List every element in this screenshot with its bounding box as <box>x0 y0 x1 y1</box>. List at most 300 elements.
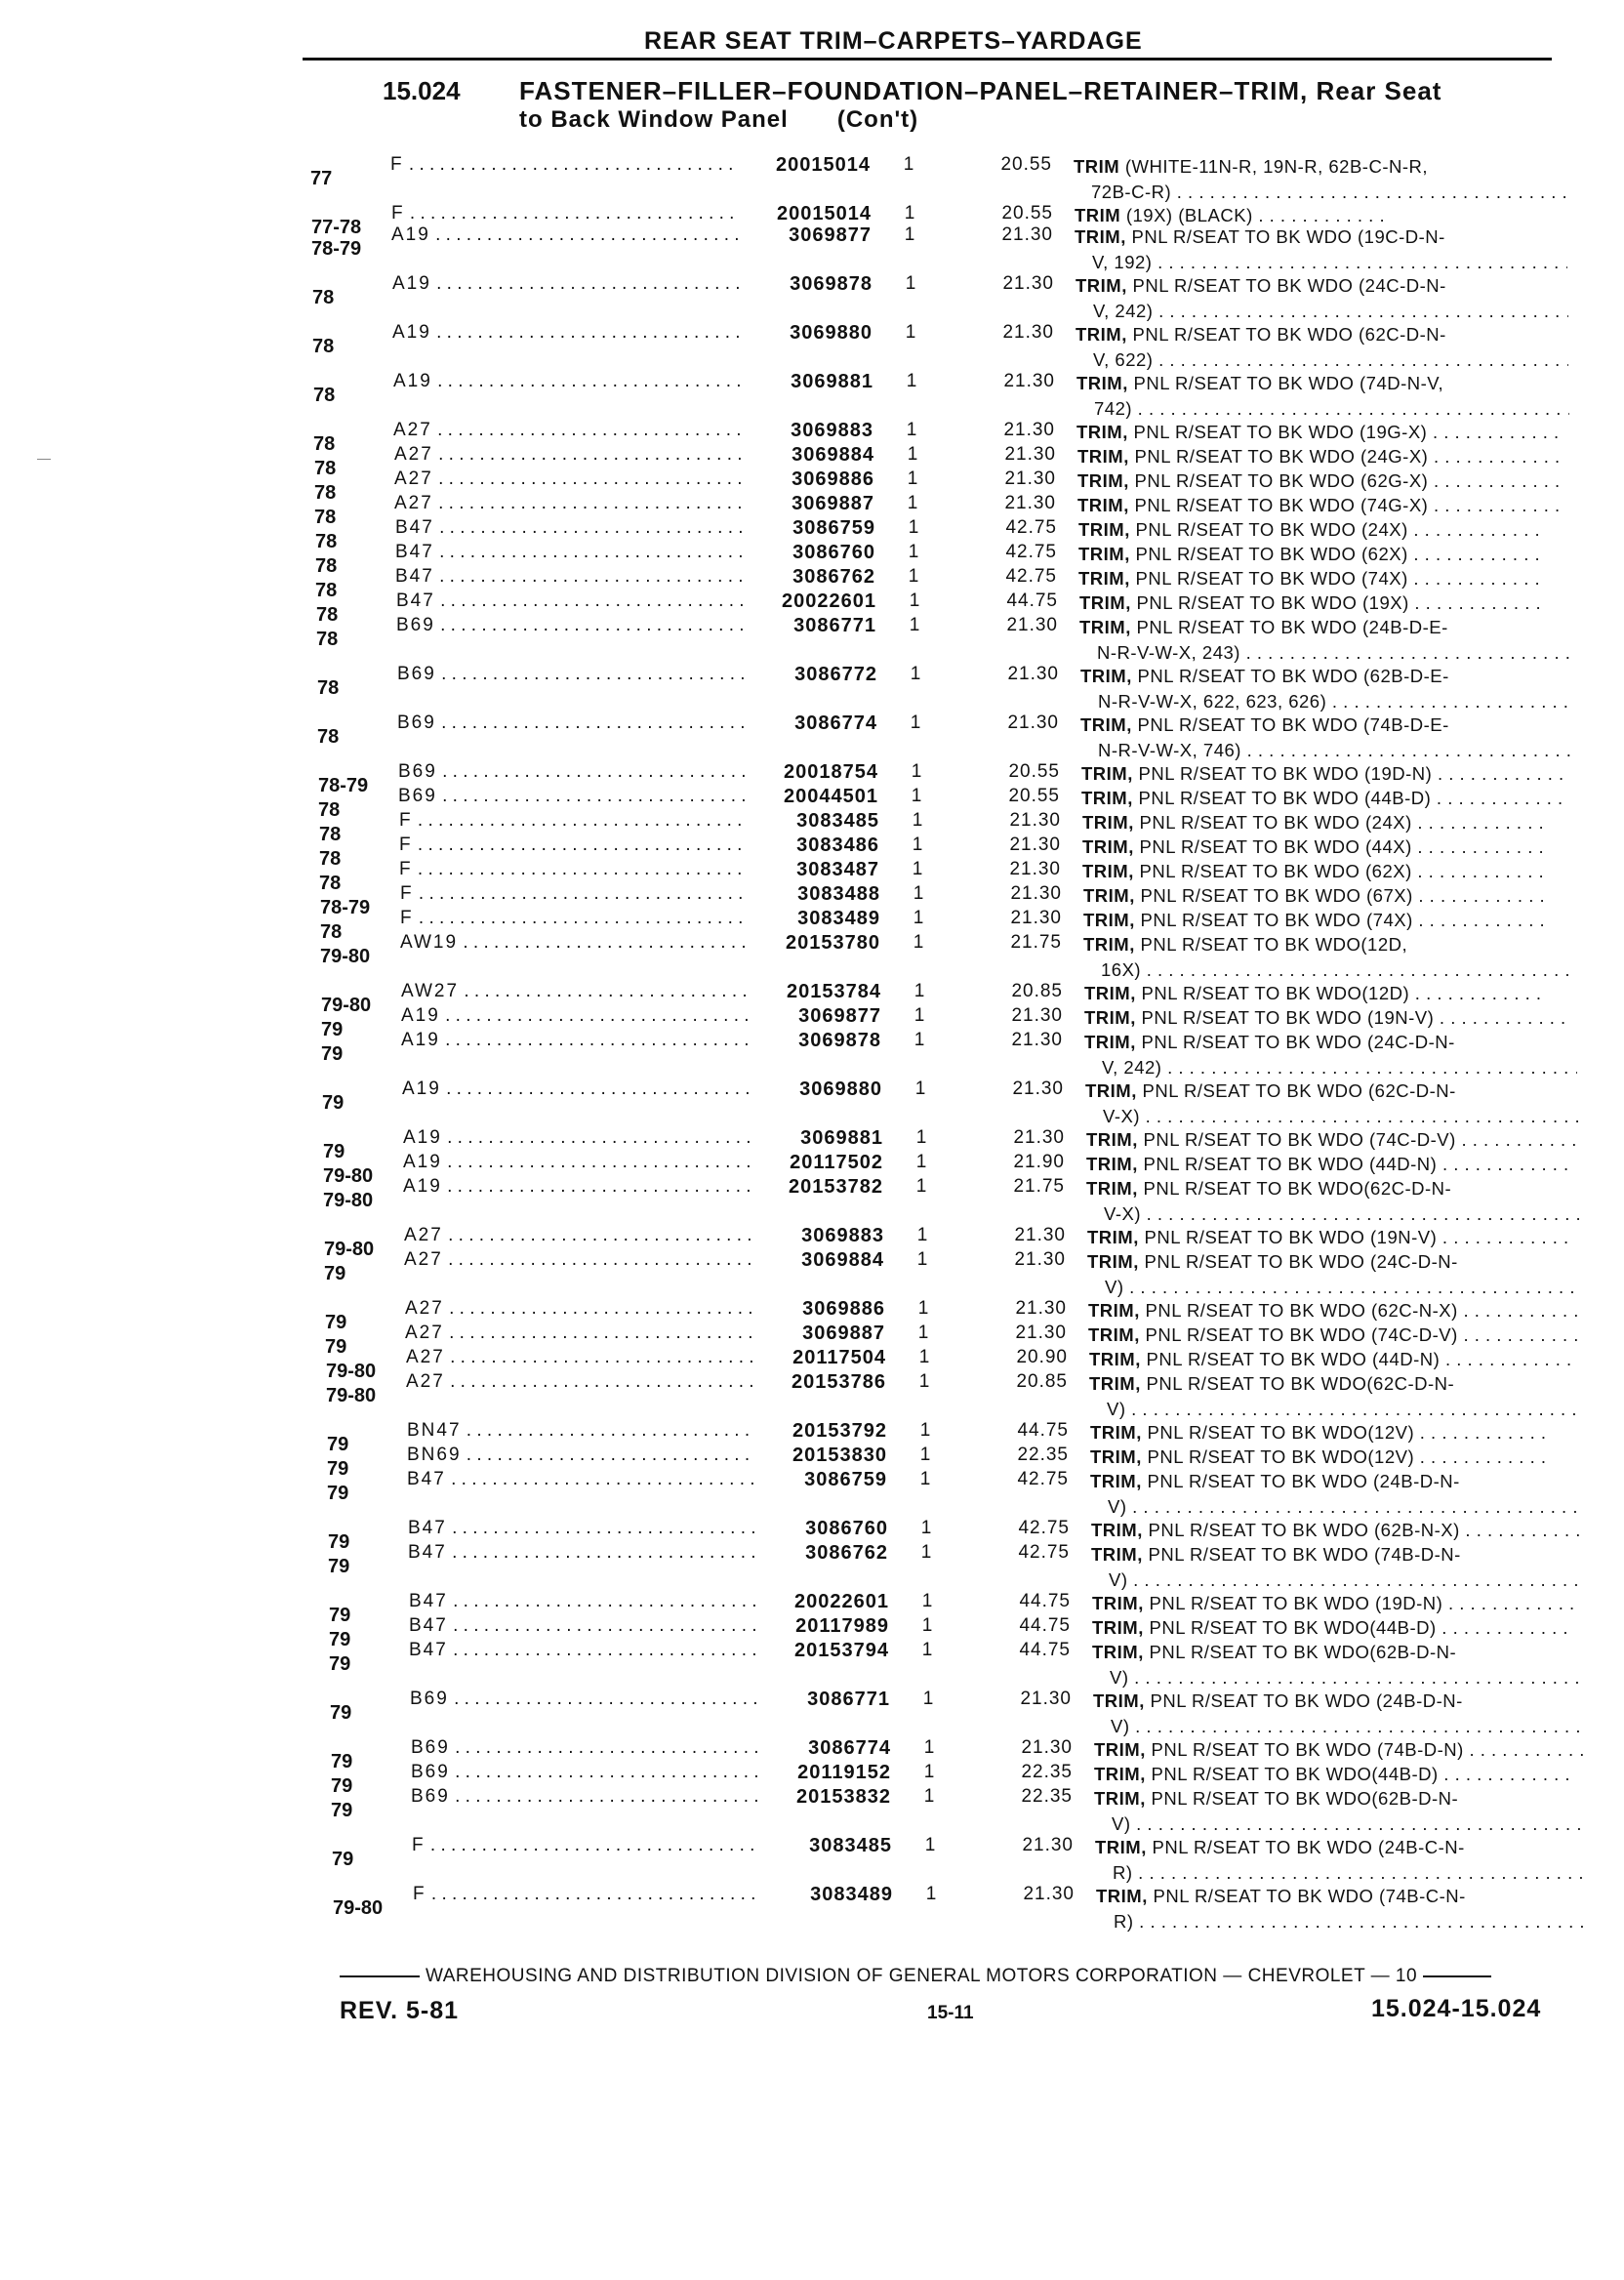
part-description <box>1089 1347 1582 1372</box>
price: 21.30 <box>1004 444 1056 465</box>
quantity: 1 <box>921 1591 933 1611</box>
list-item <box>0 1079 1624 1129</box>
description-keyword: TRIM, <box>1076 422 1128 442</box>
body-style: A19 . . . <box>401 1030 748 1051</box>
part-number: 3069877 <box>798 1005 881 1027</box>
part-number: 3069887 <box>802 1323 885 1344</box>
quantity: 1 <box>915 1176 927 1197</box>
quantity: 1 <box>919 1445 931 1465</box>
description-text: PNL R/SEAT TO BK WDO (19X) <box>1136 592 1409 613</box>
quantity: 1 <box>919 1420 931 1441</box>
model-year: 79 <box>323 1141 345 1162</box>
part-number: 20044501 <box>784 786 878 807</box>
quantity: 1 <box>924 1835 936 1855</box>
description-text: PNL R/SEAT TO BK WDO (62C-N-X) <box>1145 1300 1458 1321</box>
body-style: F . . . <box>390 154 737 176</box>
description-keyword: TRIM, <box>1079 592 1131 613</box>
part-description <box>1082 810 1575 835</box>
part-number: 3069883 <box>801 1225 884 1246</box>
part-number: 3069881 <box>800 1127 883 1149</box>
part-description <box>1093 1689 1586 1739</box>
description-keyword: TRIM, <box>1083 910 1135 930</box>
model-year: 78 <box>315 580 338 601</box>
list-item <box>0 1176 1624 1227</box>
body-style: A19 . . . <box>402 1079 749 1100</box>
quantity: 1 <box>912 810 923 831</box>
part-number: 3086760 <box>805 1518 888 1539</box>
description-continuation: V) . . . <box>1092 1665 1585 1690</box>
model-year: 79-80 <box>326 1385 377 1406</box>
body-style: B47 . . . <box>408 1542 754 1564</box>
quantity: 1 <box>917 1323 929 1343</box>
body-style: AW19 . . . <box>400 932 747 954</box>
part-number: 20022601 <box>794 1591 889 1612</box>
model-year: 78 <box>314 482 337 504</box>
part-number: 3083487 <box>796 859 879 880</box>
description-text: PNL R/SEAT TO BK WDO (19N-V) <box>1141 1007 1435 1028</box>
description-keyword: TRIM, <box>1091 1520 1143 1540</box>
part-number: 20153792 <box>792 1420 887 1442</box>
list-item <box>0 273 1624 324</box>
quantity: 1 <box>909 615 920 635</box>
description-text: PNL R/SEAT TO BK WDO (24C-D-N- <box>1144 1251 1458 1272</box>
body-style: A19 . . . <box>401 1005 748 1027</box>
part-description <box>1094 1786 1587 1837</box>
description-text: PNL R/SEAT TO BK WDO (74X) <box>1140 910 1413 930</box>
description-keyword: TRIM, <box>1081 763 1133 784</box>
part-number: 20153780 <box>786 932 880 954</box>
part-description <box>1076 420 1569 445</box>
description-text: PNL R/SEAT TO BK WDO(12D, <box>1140 934 1408 955</box>
quantity: 1 <box>904 224 915 245</box>
quantity: 1 <box>918 1371 930 1392</box>
quantity: 1 <box>922 1689 934 1709</box>
model-year: 79 <box>325 1336 347 1358</box>
part-number: 3083485 <box>809 1835 892 1856</box>
list-item <box>0 154 1624 205</box>
model-year: 78 <box>313 433 336 455</box>
part-description <box>1087 1225 1580 1250</box>
model-year: 78 <box>312 287 335 308</box>
body-style: A27 . . . <box>404 1249 751 1271</box>
description-keyword: TRIM, <box>1091 1544 1143 1565</box>
description-keyword: TRIM, <box>1077 446 1129 467</box>
quantity: 1 <box>910 664 921 684</box>
description-keyword: TRIM, <box>1089 1373 1141 1394</box>
body-style: A27 . . . <box>394 468 741 490</box>
description-text: PNL R/SEAT TO BK WDO(62B-D-N- <box>1149 1642 1457 1662</box>
price: 21.30 <box>1011 1005 1063 1026</box>
description-continuation: V, 242) . . . <box>1076 299 1568 324</box>
description-text: PNL R/SEAT TO BK WDO (44X) <box>1139 836 1412 857</box>
quantity: 1 <box>923 1762 935 1782</box>
part-number: 3086772 <box>794 664 877 685</box>
description-keyword: TRIM, <box>1090 1422 1142 1443</box>
description-text: PNL R/SEAT TO BK WDO (74C-D-V) <box>1145 1324 1458 1345</box>
part-number: 20153832 <box>796 1786 891 1808</box>
description-continuation: R) . . . <box>1096 1909 1589 1934</box>
price: 21.90 <box>1013 1152 1065 1172</box>
part-description <box>1091 1518 1584 1543</box>
part-description <box>1083 883 1576 909</box>
description-keyword: TRIM, <box>1079 617 1131 637</box>
part-number: 3086762 <box>792 566 875 588</box>
quantity: 1 <box>913 883 924 904</box>
part-number: 3086771 <box>807 1689 890 1710</box>
price: 42.75 <box>1005 566 1057 587</box>
part-number: 3086771 <box>793 615 876 636</box>
description-text: PNL R/SEAT TO BK WDO(44B-D) <box>1151 1764 1439 1784</box>
description-keyword: TRIM, <box>1082 812 1134 833</box>
description-keyword: TRIM, <box>1085 1080 1137 1101</box>
price: 42.75 <box>1005 542 1057 562</box>
price: 44.75 <box>1019 1591 1071 1611</box>
quantity: 1 <box>918 1347 930 1367</box>
part-number: 3069880 <box>799 1079 882 1100</box>
body-style: B69 . . . <box>411 1786 757 1808</box>
price: 21.30 <box>1023 1884 1075 1904</box>
part-number: 20119152 <box>797 1762 891 1783</box>
description-text: PNL R/SEAT TO BK WDO (74B-D-E- <box>1137 714 1449 735</box>
price: 21.30 <box>1015 1298 1067 1319</box>
part-number: 3086760 <box>792 542 875 563</box>
description-continuation: V-X) . . . <box>1085 1104 1578 1129</box>
model-year: 79-80 <box>323 1165 374 1187</box>
price: 20.55 <box>1008 761 1060 782</box>
model-year: 78 <box>319 824 342 845</box>
quantity: 1 <box>906 420 917 440</box>
description-keyword: TRIM, <box>1093 1690 1145 1711</box>
part-description <box>1080 712 1573 763</box>
part-description <box>1091 1542 1584 1593</box>
description-keyword: TRIM, <box>1088 1300 1140 1321</box>
model-year: 79 <box>329 1653 351 1675</box>
description-keyword: TRIM, <box>1083 885 1135 906</box>
part-description <box>1090 1420 1583 1445</box>
part-description <box>1086 1127 1579 1153</box>
part-number: 3069887 <box>792 493 874 514</box>
list-item <box>0 1371 1624 1422</box>
description-keyword: TRIM, <box>1092 1593 1144 1613</box>
price: 42.75 <box>1017 1469 1069 1489</box>
body-style: F . . . <box>399 810 746 832</box>
model-year: 79 <box>332 1849 354 1870</box>
quantity: 1 <box>906 371 917 391</box>
price: 21.30 <box>1002 322 1054 343</box>
part-description <box>1086 1176 1579 1227</box>
model-year: 78 <box>314 507 337 528</box>
quantity: 1 <box>914 1079 926 1099</box>
part-description <box>1085 1079 1578 1129</box>
part-number: 3083489 <box>797 908 880 929</box>
description-keyword: TRIM, <box>1081 788 1133 808</box>
body-style: A27 . . . <box>394 493 741 514</box>
part-number: 3069881 <box>791 371 873 392</box>
part-description <box>1078 566 1571 591</box>
price: 21.30 <box>1010 908 1062 928</box>
description-text: PNL R/SEAT TO BK WDO (44B-D) <box>1138 788 1432 808</box>
body-style: A27 . . . <box>405 1323 751 1344</box>
part-description <box>1086 1152 1579 1177</box>
quantity: 1 <box>923 1737 935 1758</box>
quantity: 1 <box>909 590 920 611</box>
description-text: PNL R/SEAT TO BK WDO (19G-X) <box>1133 422 1428 442</box>
description-keyword: TRIM, <box>1075 226 1126 247</box>
quantity: 1 <box>920 1518 932 1538</box>
quantity: 1 <box>907 444 918 465</box>
description-text: PNL R/SEAT TO BK WDO (19N-V) <box>1144 1227 1438 1247</box>
description-text: PNL R/SEAT TO BK WDO (74B-D-N) <box>1151 1739 1464 1760</box>
model-year: 79-80 <box>321 995 372 1016</box>
body-style: B47 . . . <box>396 590 743 612</box>
quantity: 1 <box>921 1640 933 1660</box>
quantity: 1 <box>913 932 924 953</box>
part-number: 3069878 <box>790 273 873 295</box>
description-continuation: V-X) . . . <box>1086 1201 1579 1227</box>
model-year: 79 <box>321 1043 344 1065</box>
quantity: 1 <box>911 761 922 782</box>
body-style: F . . . <box>413 1884 759 1905</box>
description-continuation: N-R-V-W-X, 243) . . . <box>1079 640 1572 666</box>
body-style: AW27 . . . <box>401 981 748 1002</box>
quantity: 1 <box>919 1469 931 1489</box>
description-continuation: 16X) . . . <box>1083 957 1576 983</box>
footer-division-text: WAREHOUSING AND DISTRIBUTION DIVISION OF GENERAL MOTORS CORPORATION — CHEVROLET — 10 <box>426 1966 1418 1986</box>
price: 21.30 <box>1009 835 1061 855</box>
description-text: PNL R/SEAT TO BK WDO (44D-N) <box>1146 1349 1441 1369</box>
description-text: PNL R/SEAT TO BK WDO (74B-D-N- <box>1148 1544 1461 1565</box>
model-year: 78 <box>320 921 343 943</box>
model-year: 79 <box>331 1751 353 1772</box>
part-number: 3086774 <box>794 712 877 734</box>
description-keyword: TRIM, <box>1094 1764 1146 1784</box>
body-style: B47 . . . <box>407 1469 753 1490</box>
price: 42.75 <box>1005 517 1057 538</box>
description-text: PNL R/SEAT TO BK WDO (19D-N) <box>1149 1593 1443 1613</box>
description-text: PNL R/SEAT TO BK WDO (74X) <box>1135 568 1408 589</box>
model-year: 79 <box>331 1775 353 1797</box>
part-description <box>1084 981 1577 1006</box>
quantity: 1 <box>914 1005 925 1026</box>
description-continuation: V) . . . <box>1089 1397 1582 1422</box>
part-number: 3069886 <box>802 1298 885 1320</box>
description-text: PNL R/SEAT TO BK WDO (24C-D-N- <box>1141 1032 1455 1052</box>
part-number: 20153782 <box>789 1176 883 1198</box>
part-number: 3083485 <box>796 810 879 832</box>
part-description <box>1094 1762 1587 1787</box>
description-keyword: TRIM, <box>1082 861 1134 881</box>
description-keyword: TRIM, <box>1076 275 1127 296</box>
price: 42.75 <box>1018 1518 1070 1538</box>
body-style: F . . . <box>400 908 747 929</box>
quantity: 1 <box>915 1127 927 1148</box>
quantity: 1 <box>905 322 916 343</box>
price: 21.30 <box>1001 224 1053 245</box>
body-style: F . . . <box>412 1835 758 1856</box>
part-description <box>1078 517 1571 543</box>
body-style: B47 . . . <box>395 517 742 539</box>
description-keyword: TRIM, <box>1094 1739 1146 1760</box>
part-description <box>1079 615 1572 666</box>
price: 22.35 <box>1017 1445 1069 1465</box>
price: 21.30 <box>1014 1249 1066 1270</box>
body-style: F . . . <box>399 859 746 880</box>
model-year: 78 <box>315 531 338 552</box>
footer-rule <box>340 1975 420 1977</box>
description-continuation: 72B-C-R) . . . <box>1074 180 1566 205</box>
model-year: 79-80 <box>324 1239 375 1260</box>
description-keyword: TRIM, <box>1080 714 1132 735</box>
description-keyword: TRIM, <box>1087 1227 1139 1247</box>
model-year: 79 <box>328 1556 350 1577</box>
model-year: 78-79 <box>318 775 369 796</box>
description-keyword: TRIM <box>1074 156 1120 177</box>
description-continuation: N-R-V-W-X, 622, 623, 626) . . . <box>1080 689 1573 714</box>
model-year: 78 <box>317 726 340 748</box>
price: 21.30 <box>1004 493 1056 513</box>
price: 44.75 <box>1019 1615 1071 1636</box>
part-description <box>1081 786 1574 811</box>
description-text: PNL R/SEAT TO BK WDO (24X) <box>1139 812 1412 833</box>
description-keyword: TRIM, <box>1077 495 1129 515</box>
model-year: 79 <box>328 1531 350 1553</box>
list-item <box>0 1542 1624 1593</box>
section-title: FASTENER–FILLER–FOUNDATION–PANEL–RETAINER–TRIM, Rear Seat <box>519 76 1442 105</box>
description-continuation: V, 622) . . . <box>1076 347 1568 373</box>
description-text: PNL R/SEAT TO BK WDO (74C-D-V) <box>1143 1129 1456 1150</box>
body-style: A19 . . . <box>392 273 739 295</box>
part-description <box>1084 1005 1577 1031</box>
section-number: 15.024 <box>383 76 461 105</box>
model-year: 78-79 <box>311 238 362 260</box>
price: 21.30 <box>1004 468 1056 489</box>
part-number: 3083486 <box>796 835 879 856</box>
part-description <box>1077 444 1570 469</box>
part-description <box>1094 1737 1587 1763</box>
body-style: B69 . . . <box>410 1689 756 1710</box>
price: 21.30 <box>1015 1323 1067 1343</box>
model-year: 79 <box>324 1263 346 1284</box>
body-style: B47 . . . <box>395 566 742 588</box>
price: 20.85 <box>1016 1371 1068 1392</box>
body-style: A19 . . . <box>392 322 739 344</box>
quantity: 1 <box>903 154 914 175</box>
model-year: 77-78 <box>311 217 362 238</box>
price: 21.30 <box>1013 1127 1065 1148</box>
description-text: PNL R/SEAT TO BK WDO (24B-D-N- <box>1150 1690 1463 1711</box>
part-description <box>1084 1030 1577 1080</box>
description-text: PNL R/SEAT TO BK WDO (74B-C-N- <box>1153 1886 1466 1906</box>
part-description <box>1095 1835 1588 1886</box>
description-text: PNL R/SEAT TO BK WDO(62C-D-N- <box>1143 1178 1452 1199</box>
price: 21.30 <box>1020 1689 1072 1709</box>
list-item <box>0 1835 1624 1886</box>
price: 20.90 <box>1016 1347 1068 1367</box>
model-year: 79 <box>321 1019 344 1040</box>
price: 21.75 <box>1013 1176 1065 1197</box>
description-text: PNL R/SEAT TO BK WDO (62X) <box>1135 544 1408 564</box>
list-item <box>0 932 1624 983</box>
price: 21.30 <box>1002 273 1054 294</box>
list-item <box>0 1884 1624 1934</box>
body-style: F . . . <box>400 883 747 905</box>
page-title: REAR SEAT TRIM–CARPETS–YARDAGE <box>644 27 1143 55</box>
price: 21.30 <box>1012 1079 1064 1099</box>
description-text: PNL R/SEAT TO BK WDO (74D-N-V, <box>1133 373 1444 393</box>
part-description <box>1092 1591 1585 1616</box>
description-text: PNL R/SEAT TO BK WDO(62B-D-N- <box>1151 1788 1459 1809</box>
body-style: A27 . . . <box>394 444 741 466</box>
body-style: B69 . . . <box>411 1737 757 1759</box>
part-description <box>1088 1298 1581 1323</box>
list-item <box>0 224 1624 275</box>
price: 21.30 <box>1006 615 1058 635</box>
body-style: BN69 . . . <box>407 1445 753 1466</box>
description-text: PNL R/SEAT TO BK WDO(12V) <box>1147 1446 1415 1467</box>
description-text: PNL R/SEAT TO BK WDO (67X) <box>1140 885 1413 906</box>
part-description <box>1081 761 1574 787</box>
quantity: 1 <box>912 835 923 855</box>
list-item <box>0 712 1624 763</box>
price: 21.30 <box>1010 883 1062 904</box>
part-description <box>1087 1249 1580 1300</box>
body-style: A19 . . . <box>403 1127 750 1149</box>
quantity: 1 <box>905 273 916 294</box>
list-item <box>0 664 1624 714</box>
price: 20.55 <box>1000 154 1052 175</box>
body-style: B69 . . . <box>411 1762 757 1783</box>
model-year: 79 <box>327 1483 349 1504</box>
description-continuation: V, 192) . . . <box>1075 250 1567 275</box>
price: 20.55 <box>1008 786 1060 806</box>
part-number: 3069878 <box>798 1030 881 1051</box>
part-number: 3069880 <box>790 322 873 344</box>
price: 21.30 <box>1011 1030 1063 1050</box>
part-number: 3069884 <box>792 444 874 466</box>
body-style: B69 . . . <box>397 712 744 734</box>
model-year: 78-79 <box>320 897 371 918</box>
quantity: 1 <box>916 1225 928 1245</box>
description-continuation: N-R-V-W-X, 746) . . . <box>1080 738 1573 763</box>
model-year: 78 <box>317 677 340 699</box>
price: 22.35 <box>1021 1786 1073 1807</box>
list-item <box>0 322 1624 373</box>
model-year: 79 <box>322 1092 345 1114</box>
part-number: 3086759 <box>792 517 875 539</box>
body-style: BN47 . . . <box>407 1420 753 1442</box>
price: 21.30 <box>1007 664 1059 684</box>
part-description <box>1079 590 1572 616</box>
scan-mark <box>37 459 51 460</box>
part-number: 3086759 <box>804 1469 887 1490</box>
description-keyword: TRIM, <box>1076 373 1128 393</box>
part-description <box>1092 1640 1585 1690</box>
model-year: 78 <box>312 336 335 357</box>
body-style: F . . . <box>391 203 738 224</box>
body-style: B47 . . . <box>409 1640 755 1661</box>
description-keyword: TRIM, <box>1084 1032 1136 1052</box>
part-description <box>1076 322 1568 373</box>
quantity: 1 <box>925 1884 937 1904</box>
quantity: 1 <box>920 1542 932 1563</box>
body-style: B69 . . . <box>398 786 745 807</box>
quantity: 1 <box>908 566 919 587</box>
description-continuation: V) . . . <box>1091 1568 1584 1593</box>
description-text: PNL R/SEAT TO BK WDO (44D-N) <box>1143 1154 1438 1174</box>
part-number: 20153784 <box>787 981 881 1002</box>
part-number: 20153794 <box>794 1640 889 1661</box>
quantity: 1 <box>915 1152 927 1172</box>
